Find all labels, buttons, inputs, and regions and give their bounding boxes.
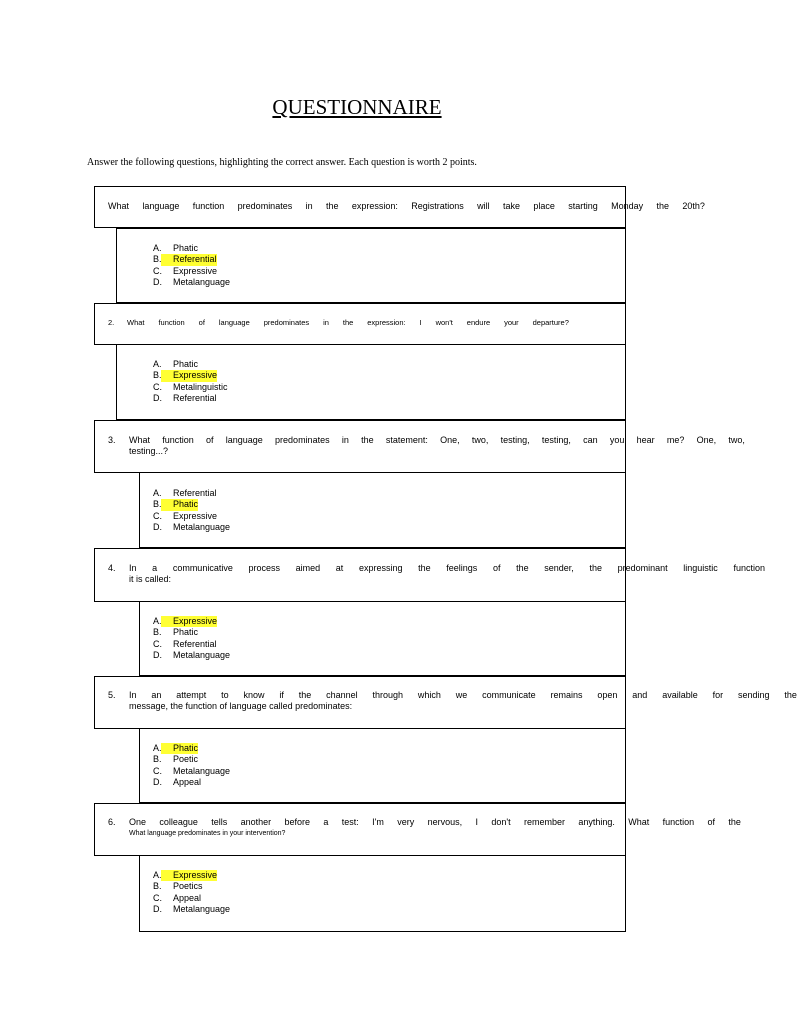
option-letter: C.	[153, 892, 162, 903]
option-text: Appeal	[173, 776, 202, 787]
question-box-4	[94, 548, 765, 602]
question-text: In an attempt to know if the channel through which we communicate remains open and available for sending the	[129, 690, 797, 700]
option-letter: C.	[153, 265, 162, 276]
answer-option[interactable]	[153, 243, 198, 254]
option-letter: A.	[153, 743, 162, 753]
question-text: One colleague tells another before a test: I'm very nervous, I don't remember anything. What function of the	[129, 817, 741, 827]
options-box-3	[139, 472, 626, 548]
answer-option[interactable]	[153, 499, 198, 510]
answer-option[interactable]	[153, 743, 198, 754]
answer-option[interactable]	[153, 754, 198, 765]
question-box-6	[94, 803, 741, 856]
option-letter: C.	[153, 510, 162, 521]
option-text: Phatic	[173, 243, 199, 253]
option-text: Expressive	[173, 370, 218, 381]
option-letter: D.	[153, 392, 162, 403]
answer-option[interactable]	[153, 511, 217, 522]
option-text: Metalanguage	[173, 276, 231, 287]
option-text: Referential	[173, 638, 217, 649]
answer-option[interactable]	[153, 881, 203, 892]
question-text: In a communicative process aimed at expressing the feelings of the sender, the predominant linguistic function	[129, 563, 765, 573]
question-text-continued: What language predominates in your intervention?	[129, 830, 286, 837]
answer-option[interactable]	[153, 488, 217, 499]
answer-option[interactable]	[153, 904, 230, 915]
options-box-4	[139, 601, 626, 676]
option-text: Poetics	[173, 881, 203, 892]
option-text: Phatic	[173, 743, 199, 753]
option-text: Metalanguage	[173, 903, 231, 914]
options-box-5	[139, 728, 626, 803]
option-letter: D.	[153, 521, 162, 532]
answer-option[interactable]	[153, 359, 198, 370]
option-text: Metalanguage	[173, 765, 231, 776]
option-letter: B.	[153, 881, 162, 892]
answer-option[interactable]	[153, 382, 228, 393]
question-text: What function of language predominates in the expression: I won't endure your departure?	[127, 318, 569, 327]
option-letter: B.	[153, 254, 162, 265]
answer-option[interactable]	[153, 254, 217, 265]
answer-option[interactable]	[153, 870, 217, 881]
option-letter: A.	[153, 243, 162, 253]
question-text-continued: testing...?	[129, 446, 169, 456]
question-number: 6.	[108, 817, 116, 827]
question-number: 2.	[108, 318, 115, 327]
option-text: Phatic	[173, 627, 199, 638]
option-text: Metalinguistic	[173, 381, 228, 392]
option-letter: A.	[153, 870, 162, 880]
page-title: QUESTIONNAIRE	[272, 95, 442, 119]
option-text: Appeal	[173, 892, 202, 903]
option-letter: B.	[153, 754, 162, 765]
answer-option[interactable]	[153, 616, 217, 627]
option-text: Expressive	[173, 265, 218, 276]
option-text: Metalanguage	[173, 649, 231, 660]
question-text: What function of language predominates in the statement: One, two, testing, testing, can you hear me? One, two,	[129, 435, 745, 445]
option-letter: C.	[153, 381, 162, 392]
option-text: Expressive	[173, 870, 218, 880]
option-text: Metalanguage	[173, 521, 231, 532]
answer-option[interactable]	[153, 639, 217, 650]
option-letter: D.	[153, 776, 162, 787]
answer-option[interactable]	[153, 627, 198, 638]
option-letter: B.	[153, 627, 162, 638]
option-text: Poetic	[173, 754, 199, 765]
answer-option[interactable]	[153, 393, 217, 404]
question-number: 4.	[108, 563, 116, 573]
option-text: Referential	[173, 392, 217, 403]
options-box-6	[139, 855, 626, 932]
question-number: 3.	[108, 435, 116, 445]
option-letter: D.	[153, 903, 162, 914]
question-text: What language function predominates in the expression: Registrations will take place starting Monday the 20th?	[108, 201, 705, 211]
answer-option[interactable]	[153, 893, 201, 904]
option-text: Referential	[173, 254, 217, 265]
question-number: 5.	[108, 690, 116, 700]
question-box-2	[94, 303, 626, 345]
option-letter: B.	[153, 370, 162, 381]
option-text: Expressive	[173, 510, 218, 521]
question-text-continued: message, the function of language called predominates:	[129, 701, 353, 711]
option-text: Referential	[173, 488, 217, 498]
answer-option[interactable]	[153, 370, 217, 381]
option-text: Phatic	[173, 499, 199, 510]
answer-option[interactable]	[153, 522, 230, 533]
answer-option[interactable]	[153, 766, 230, 777]
option-letter: A.	[153, 359, 162, 369]
option-text: Phatic	[173, 359, 199, 369]
option-letter: B.	[153, 499, 162, 510]
options-box-1	[116, 228, 626, 303]
question-box-3	[94, 420, 745, 473]
answer-option[interactable]	[153, 650, 230, 661]
option-text: Expressive	[173, 616, 218, 626]
option-letter: C.	[153, 765, 162, 776]
option-letter: A.	[153, 616, 162, 626]
option-letter: C.	[153, 638, 162, 649]
option-letter: D.	[153, 649, 162, 660]
answer-option[interactable]	[153, 277, 230, 288]
option-letter: A.	[153, 488, 162, 498]
question-box-1	[94, 186, 705, 228]
options-box-2	[116, 344, 626, 420]
answer-option[interactable]	[153, 266, 217, 277]
option-letter: D.	[153, 276, 162, 287]
answer-option[interactable]	[153, 777, 201, 788]
question-text-continued: it is called:	[129, 574, 172, 584]
instructions-text: Answer the following questions, highlighting the correct answer. Each question is worth 2 points.	[87, 157, 477, 168]
question-box-5	[94, 676, 797, 729]
